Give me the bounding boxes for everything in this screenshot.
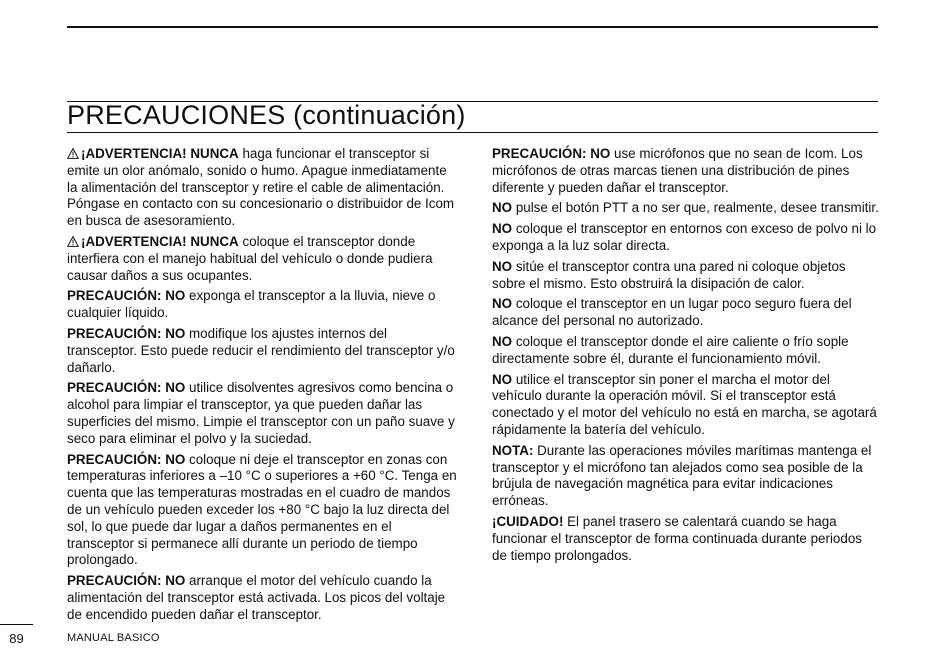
warning-icon	[67, 234, 81, 251]
paragraph-label: PRECAUCIÓN: NO	[67, 380, 186, 396]
footer-label: MANUAL BASICO	[67, 632, 160, 644]
paragraph-label: NOTA:	[492, 442, 534, 458]
paragraph-text: use micrófonos que no sean de Icom. Los micrófonos de otras marcas tienen una distribución de pines diferente y pueden dañar el transceptor.	[492, 146, 863, 195]
paragraph-label: ¡ADVERTENCIA! NUNCA	[81, 146, 239, 161]
paragraph-text: haga funcionar el transceptor si emite un olor anómalo, sonido o humo. Apague inmediatamente la alimentación del transceptor y retire el cable de alimentación. Póngase en contacto con su concesionario o distribuidor de Icom en busca de asesoramiento.	[67, 146, 455, 229]
paragraph-label: ¡ADVERTENCIA! NUNCA	[81, 233, 239, 249]
paragraph	[67, 380, 457, 447]
paragraph	[492, 200, 880, 217]
paragraph	[67, 326, 457, 376]
paragraph	[492, 259, 880, 293]
page-title: PRECAUCIONES (continuación)	[67, 100, 466, 130]
paragraph-text: Durante las operaciones móviles marítimas mantenga el transceptor y el micrófono tan alejados como sea posible de la brújula de navegación magnética para evitar indicaciones erróneas.	[492, 442, 872, 509]
paragraph	[492, 146, 880, 196]
paragraph-label: PRECAUCIÓN: NO	[67, 325, 186, 341]
paragraph-label: PRECAUCIÓN: NO	[492, 146, 611, 161]
paragraph-label: NO	[492, 371, 513, 387]
paragraph	[492, 296, 880, 330]
paragraph	[67, 452, 457, 570]
paragraph-text: coloque el transceptor en entornos con exceso de polvo ni lo exponga a la luz solar directa.	[492, 221, 877, 253]
paragraph-text: arranque el motor del vehículo cuando la alimentación del transceptor está activada. Los picos del voltaje de encendido pueden dañar el transceptor.	[67, 573, 446, 622]
paragraph	[492, 443, 880, 510]
paragraph-label: NO	[492, 258, 513, 274]
paragraph-text: exponga el transceptor a la lluvia, nieve o cualquier líquido.	[67, 288, 436, 321]
paragraph-text: pulse el botón PTT a no ser que, realmente, desee transmitir.	[512, 200, 879, 216]
paragraph	[492, 514, 880, 564]
top-rule	[67, 26, 878, 28]
paragraph-label: ¡CUIDADO!	[492, 513, 564, 529]
page-title-box	[67, 101, 878, 133]
paragraph-label: NO	[492, 333, 513, 349]
paragraph	[67, 573, 457, 623]
paragraph	[67, 234, 457, 284]
paragraph-text: El panel trasero se calentará cuando se haga funcionar el transceptor de forma continuada durante periodos de tiempo prolongados.	[492, 513, 862, 563]
warning-icon	[67, 146, 81, 163]
paragraph	[492, 221, 880, 255]
paragraph-text: modifique los ajustes internos del transceptor. Esto puede reducir el rendimiento del transceptor y/o dañarlo.	[67, 325, 455, 375]
paragraph-text: coloque el transceptor donde interfiera con el manejo habitual del vehículo o donde pudiera causar daños a sus ocupantes.	[67, 233, 433, 283]
paragraph-text: coloque el transceptor donde el aire caliente o frío sople directamente sobre él, durante el funcionamiento móvil.	[492, 333, 849, 366]
paragraph-text: sitúe el transceptor contra una pared ni coloque objetos sobre el mismo. Esto obstruirá la disipación de calor.	[492, 258, 846, 291]
paragraph	[67, 146, 457, 230]
paragraph-label: PRECAUCIÓN: NO	[67, 288, 186, 304]
paragraph-label: NO	[492, 221, 513, 237]
page-number: 89	[0, 624, 33, 646]
paragraph	[492, 372, 880, 439]
paragraph-text: coloque ni deje el transceptor en zonas con temperaturas inferiores a –10 °C o superiores a +60 °C. Tenga en cuenta que las temperaturas mostradas en el cuadro de mandos de un vehículo pueden exceder los +80 °C bajo la luz directa del sol, lo que puede dar lugar a daños permanentes en el transceptor si permanece allí durante un periodo de tiempo prolongado.	[67, 451, 457, 568]
paragraph-label: NO	[492, 200, 513, 216]
paragraph	[67, 288, 457, 322]
paragraph-label: NO	[492, 296, 513, 312]
paragraph-text: utilice disolventes agresivos como bencina o alcohol para limpiar el transceptor, ya que pueden dañar las superficies del mismo. Limpie el transceptor con un paño suave y seco para eliminar el polvo y la suciedad.	[67, 380, 455, 446]
left-column	[67, 146, 457, 628]
right-column	[492, 146, 880, 568]
paragraph	[492, 334, 880, 368]
paragraph-label: PRECAUCIÓN: NO	[67, 573, 186, 589]
paragraph-label: PRECAUCIÓN: NO	[67, 451, 186, 467]
paragraph-text: utilice el transceptor sin poner el marcha el motor del vehículo durante la operación móvil. Si el transceptor está conectado y el motor del vehículo no está en marcha, se agotará rápidamente la batería del vehículo.	[492, 371, 877, 437]
paragraph-text: coloque el transceptor en un lugar poco seguro fuera del alcance del personal no autorizado.	[492, 296, 852, 329]
